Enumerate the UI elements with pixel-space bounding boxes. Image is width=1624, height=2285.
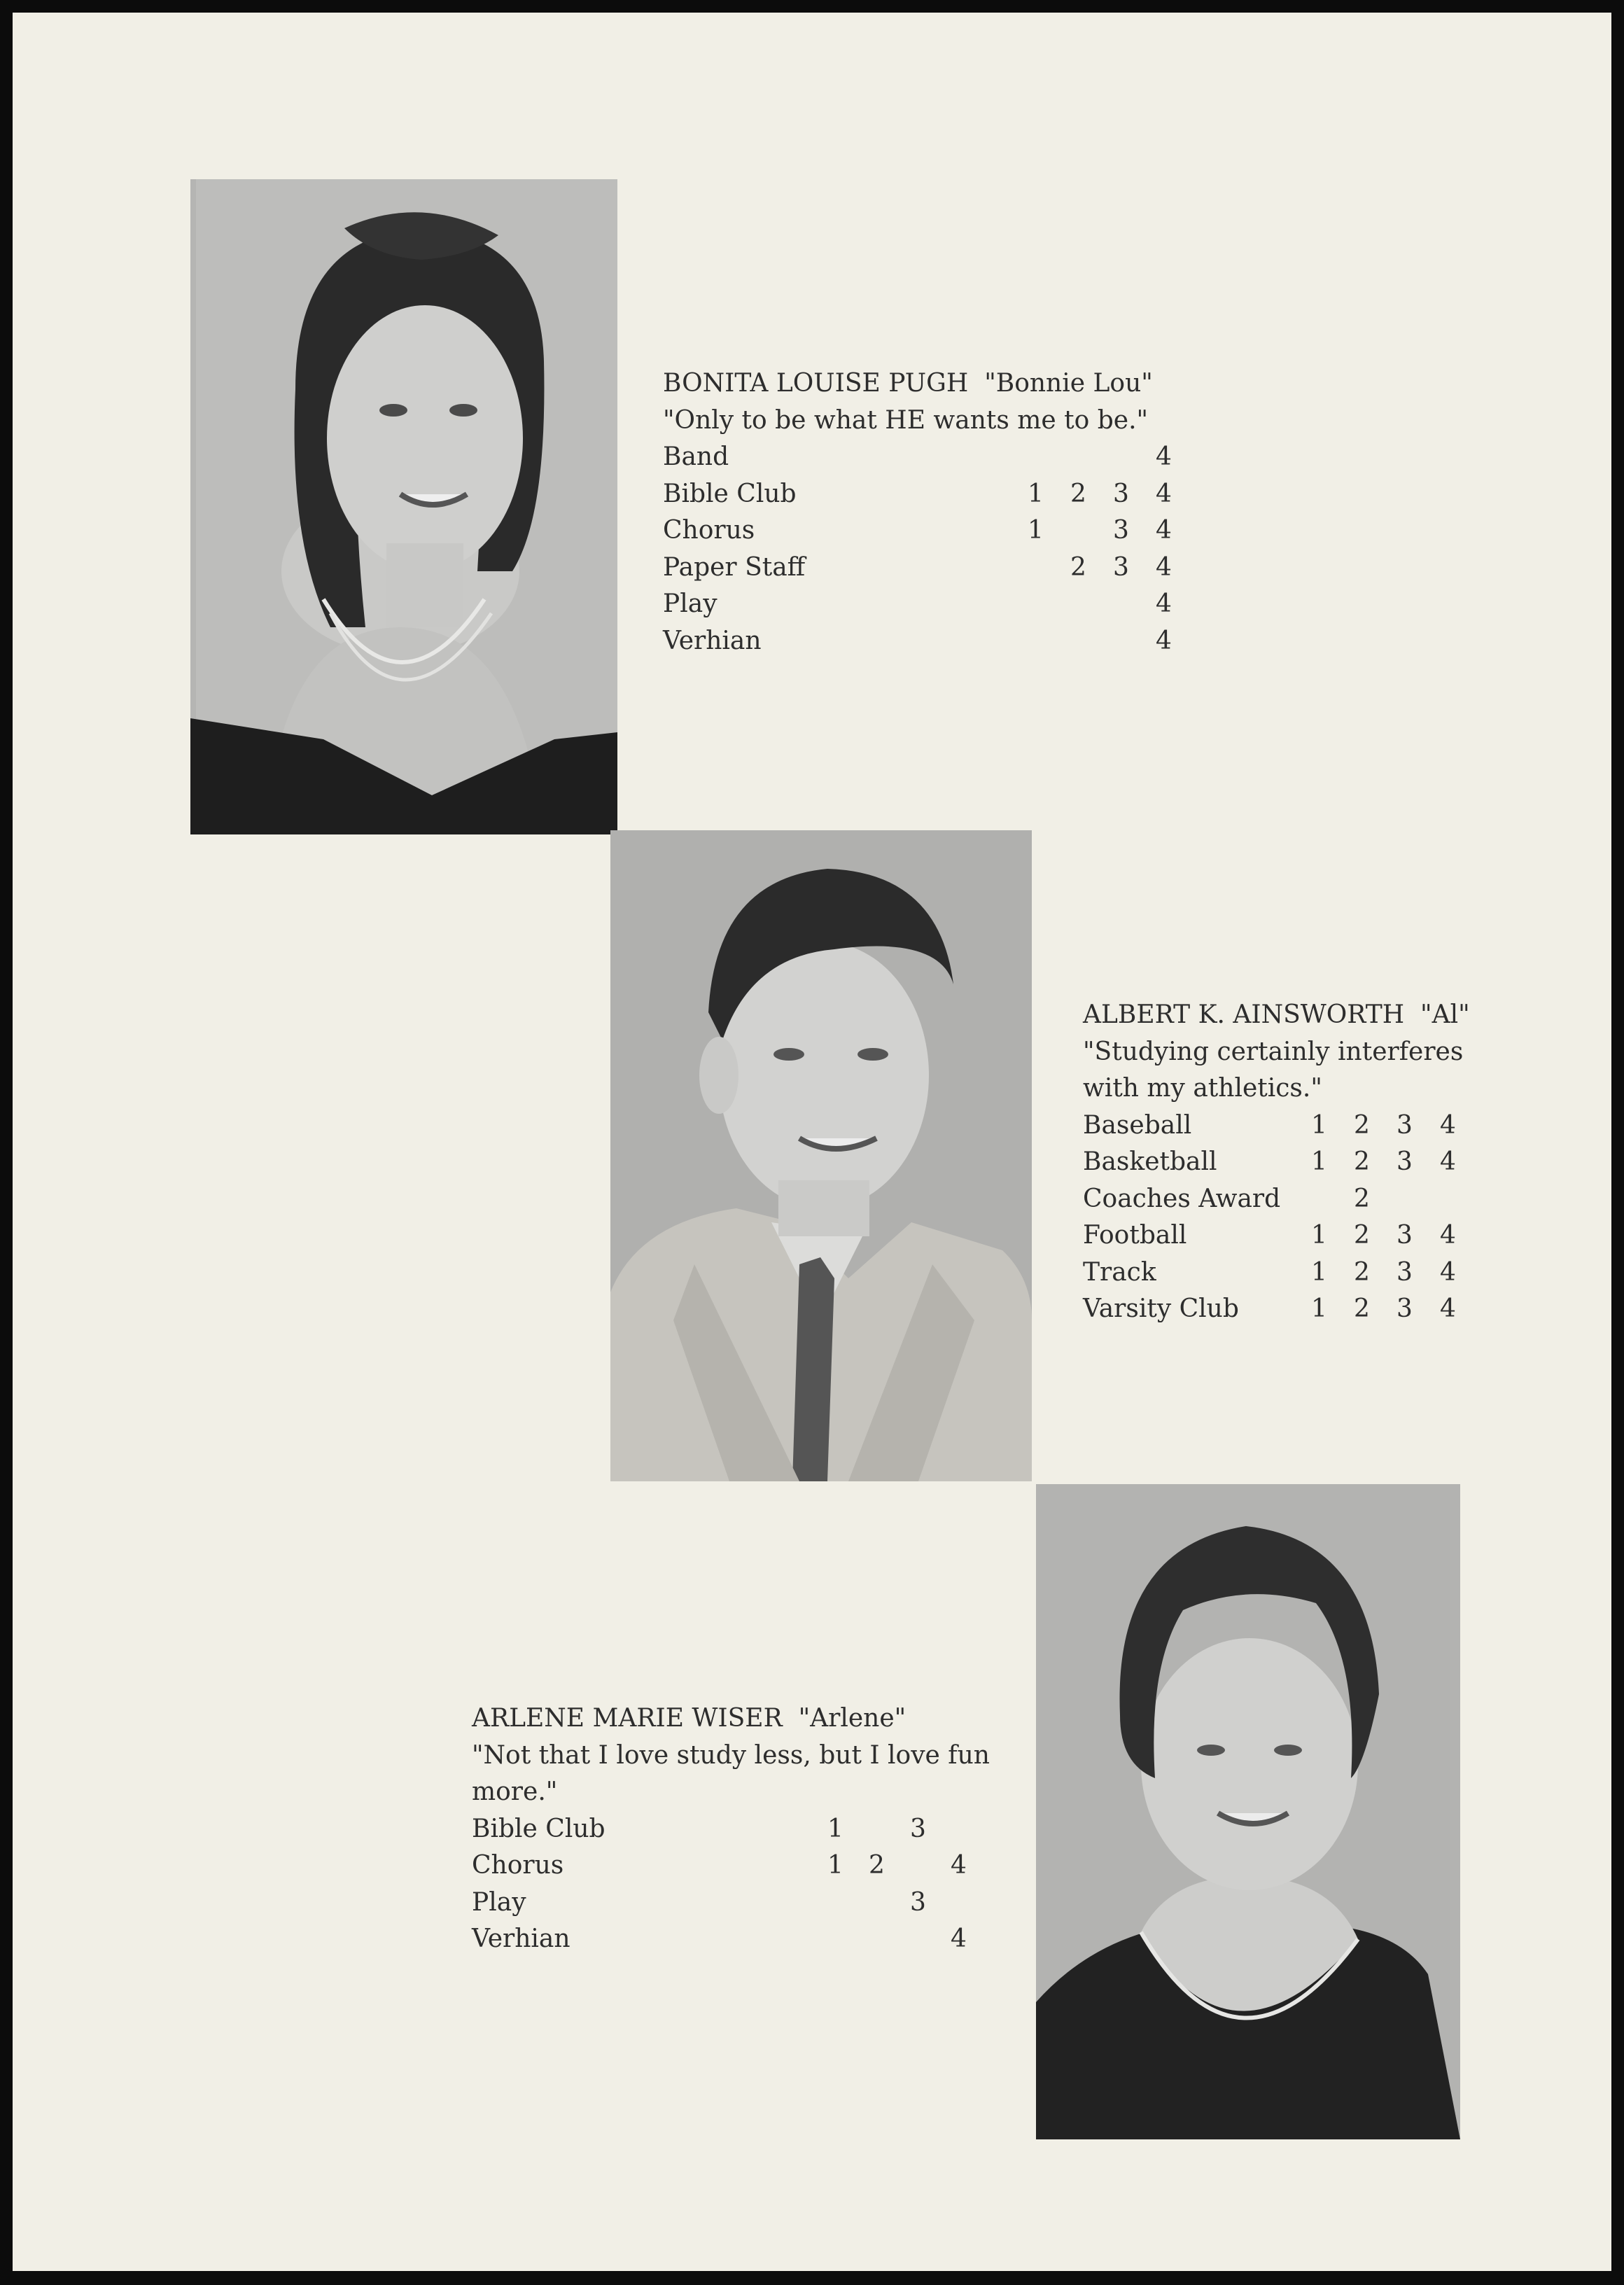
activity-year: 2 — [869, 1851, 885, 1880]
activity-row — [1083, 1107, 1615, 1145]
activity-name: Verhian — [472, 1924, 570, 1953]
activity-row — [1083, 1144, 1615, 1181]
activity-row — [472, 1885, 1004, 1922]
activity-year: 3 — [1113, 479, 1129, 508]
activity-year: 4 — [951, 1924, 967, 1953]
student-nickname: "Arlene" — [798, 1704, 906, 1733]
quote-line: more." — [472, 1777, 558, 1806]
yearbook-page — [13, 13, 1611, 2271]
activity-row — [1083, 1217, 1615, 1255]
activity-year: 2 — [1354, 1184, 1370, 1213]
activity-year: 1 — [1028, 516, 1044, 545]
activity-name: Chorus — [472, 1851, 564, 1880]
activity-year: 1 — [1311, 1221, 1327, 1250]
activity-year: 4 — [1440, 1221, 1456, 1250]
activity-list — [1083, 1107, 1615, 1328]
quote-line: with my athletics." — [1083, 1074, 1322, 1103]
senior-entry-albert — [1083, 997, 1615, 1328]
activity-year: 2 — [1354, 1221, 1370, 1250]
quote-line: "Only to be what HE wants me to be." — [663, 405, 1149, 435]
activity-year: 3 — [1113, 552, 1129, 582]
activity-list — [472, 1811, 1004, 1958]
student-name: BONITA LOUISE PUGH — [663, 369, 969, 398]
activity-name: Bible Club — [663, 479, 797, 508]
activity-year: 4 — [1440, 1147, 1456, 1176]
activity-row — [663, 550, 1195, 587]
activity-row — [1083, 1255, 1615, 1292]
activity-name: Verhian — [663, 626, 762, 655]
activity-year: 2 — [1354, 1294, 1370, 1323]
activity-name: Paper Staff — [663, 552, 806, 582]
activity-year: 4 — [1156, 552, 1172, 582]
student-name: ALBERT K. AINSWORTH — [1083, 1000, 1405, 1029]
activity-year: 4 — [1440, 1257, 1456, 1287]
activity-row — [472, 1847, 1004, 1885]
senior-entry-bonita — [663, 365, 1195, 659]
activity-name: Bible Club — [472, 1814, 606, 1843]
portrait-photo-arlene — [1036, 1484, 1460, 2139]
quote-line: "Studying certainly interferes — [1083, 1037, 1464, 1066]
activity-year: 4 — [1440, 1294, 1456, 1323]
activity-year: 4 — [1156, 626, 1172, 655]
student-name: ARLENE MARIE WISER — [472, 1704, 783, 1733]
activity-name: Football — [1083, 1221, 1187, 1250]
activity-year: 2 — [1070, 552, 1086, 582]
activity-row — [663, 476, 1195, 513]
name-line — [1083, 997, 1615, 1034]
activity-row — [1083, 1181, 1615, 1218]
activity-year: 3 — [1396, 1294, 1413, 1323]
portrait-image — [1036, 1484, 1460, 2139]
activity-list — [663, 439, 1195, 659]
activity-year: 1 — [1311, 1257, 1327, 1287]
activity-year: 4 — [1440, 1110, 1456, 1140]
activity-year: 3 — [910, 1887, 926, 1917]
activity-name: Chorus — [663, 516, 755, 545]
activity-year: 4 — [951, 1851, 967, 1880]
activity-row — [663, 586, 1195, 623]
activity-year: 3 — [1396, 1147, 1413, 1176]
name-line — [472, 1700, 1004, 1738]
activity-year: 3 — [1396, 1257, 1413, 1287]
activity-row — [663, 512, 1195, 550]
activity-year: 3 — [910, 1814, 926, 1843]
activity-year: 1 — [1028, 479, 1044, 508]
portrait-image — [610, 830, 1032, 1481]
activity-name: Play — [663, 589, 718, 618]
activity-row — [663, 623, 1195, 660]
activity-name: Baseball — [1083, 1110, 1192, 1140]
student-nickname: "Al" — [1420, 1000, 1470, 1029]
activity-name: Band — [663, 442, 729, 471]
activity-year: 3 — [1396, 1221, 1413, 1250]
activity-name: Coaches Award — [1083, 1184, 1281, 1213]
activity-year: 1 — [827, 1851, 844, 1880]
activity-row — [472, 1811, 1004, 1848]
activity-name: Track — [1083, 1257, 1156, 1287]
portrait-image — [190, 179, 617, 834]
activity-row — [663, 439, 1195, 476]
activity-year: 1 — [1311, 1110, 1327, 1140]
activity-year: 1 — [1311, 1147, 1327, 1176]
activity-year: 2 — [1354, 1147, 1370, 1176]
activity-row — [1083, 1291, 1615, 1328]
senior-entry-arlene — [472, 1700, 1004, 1958]
name-line — [663, 365, 1195, 403]
activity-year: 2 — [1354, 1257, 1370, 1287]
quote-line: "Not that I love study less, but I love fun — [472, 1740, 990, 1770]
activity-name: Play — [472, 1887, 526, 1917]
activity-year: 4 — [1156, 442, 1172, 471]
portrait-photo-albert — [610, 830, 1032, 1481]
activity-name: Varsity Club — [1083, 1294, 1239, 1323]
student-nickname: "Bonnie Lou" — [984, 369, 1153, 398]
activity-row — [472, 1921, 1004, 1958]
portrait-photo-bonita — [190, 179, 617, 834]
activity-year: 2 — [1354, 1110, 1370, 1140]
activity-year: 1 — [827, 1814, 844, 1843]
activity-name: Basketball — [1083, 1147, 1217, 1176]
activity-year: 2 — [1070, 479, 1086, 508]
activity-year: 4 — [1156, 516, 1172, 545]
activity-year: 4 — [1156, 479, 1172, 508]
activity-year: 3 — [1113, 516, 1129, 545]
activity-year: 4 — [1156, 589, 1172, 618]
activity-year: 1 — [1311, 1294, 1327, 1323]
activity-year: 3 — [1396, 1110, 1413, 1140]
